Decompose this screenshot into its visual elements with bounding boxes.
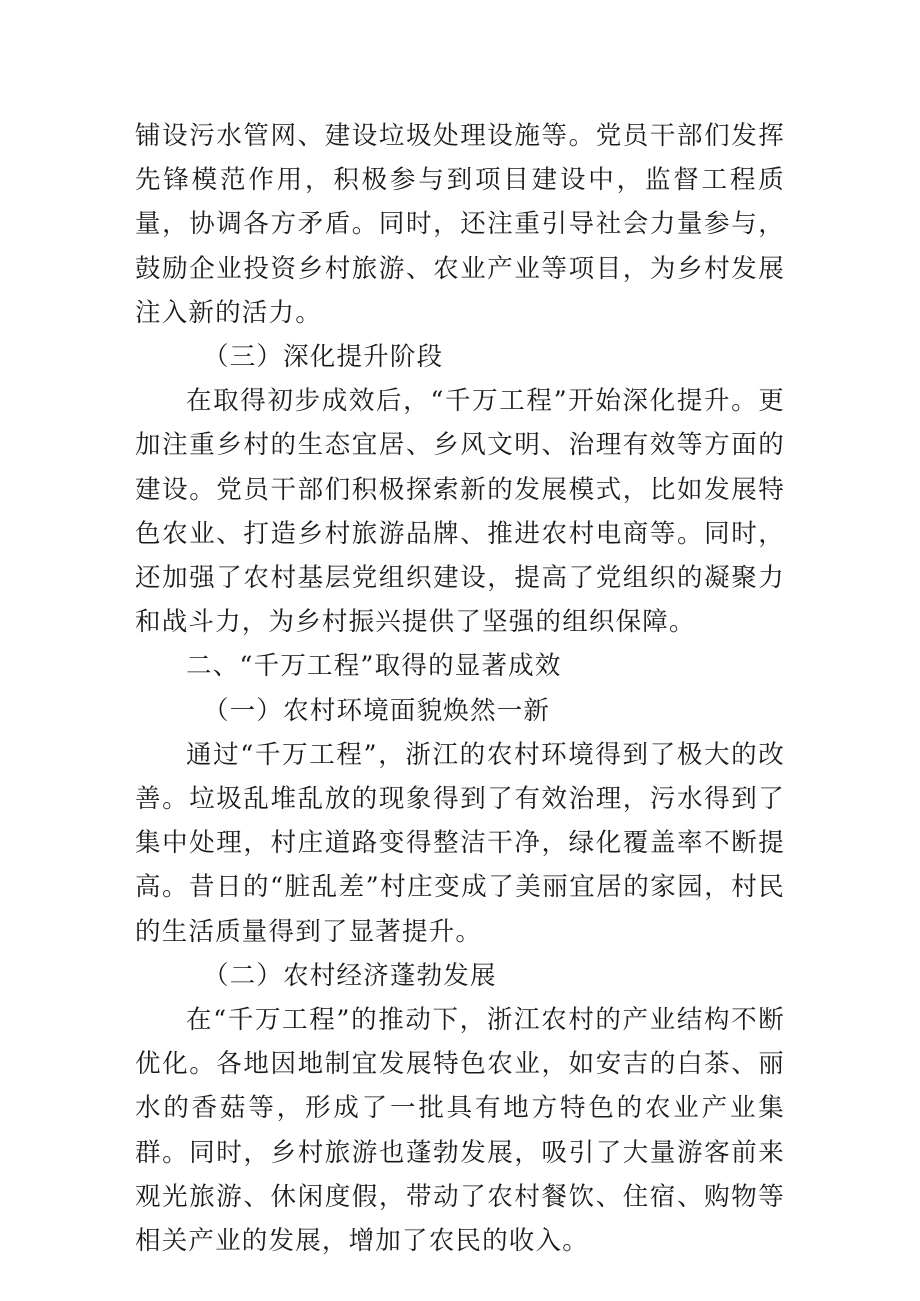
subheading-stage-three: （三）深化提升阶段	[203, 342, 444, 373]
body-paragraph-continued: 铺设污水管网、建设垃圾处理设施等。党员干部们发挥先锋模范作用，积极参与到项目建设中，监督工程质量，协调各方矛盾。同时，还注重引导社会力量参与，鼓励企业投资乡村旅游、农业产业等项目，为乡村发展注入新的活力。	[135, 121, 785, 328]
body-paragraph-deepening: 在取得初步成效后，“千万工程”开始深化提升。更加注重乡村的生态宜居、乡风文明、治理有效等方面的建设。党员干部们积极探索新的发展模式，比如发展特色农业、打造乡村旅游品牌、推进农村电商等。同时，还加强了农村基层党组织建设，提高了党组织的凝聚力和战斗力，为乡村振兴提供了坚强的组织保障。	[135, 386, 785, 638]
section-heading-achievements: 二、“千万工程”取得的显著成效	[186, 651, 562, 682]
body-paragraph-environment: 通过“千万工程”，浙江的农村环境得到了极大的改善。垃圾乱堆乱放的现象得到了有效治理，污水得到了集中处理，村庄道路变得整洁干净，绿化覆盖率不断提高。昔日的“脏乱差”村庄变成了美丽宜居的家园，村民的生活质量得到了显著提升。	[135, 739, 785, 947]
body-paragraph-economy: 在“千万工程”的推动下，浙江农村的产业结构不断优化。各地因地制宜发展特色农业，如安吉的白茶、丽水的香菇等，形成了一批具有地方特色的农业产业集群。同时，乡村旅游也蓬勃发展，吸引了大量游客前来观光旅游、休闲度假，带动了农村餐饮、住宿、购物等相关产业的发展，增加了农民的收入。	[135, 1005, 785, 1257]
subheading-economy: （二）农村经济蓬勃发展	[203, 960, 497, 991]
document-body	[135, 114, 785, 1263]
subheading-environment: （一）农村环境面貌焕然一新	[203, 695, 551, 726]
